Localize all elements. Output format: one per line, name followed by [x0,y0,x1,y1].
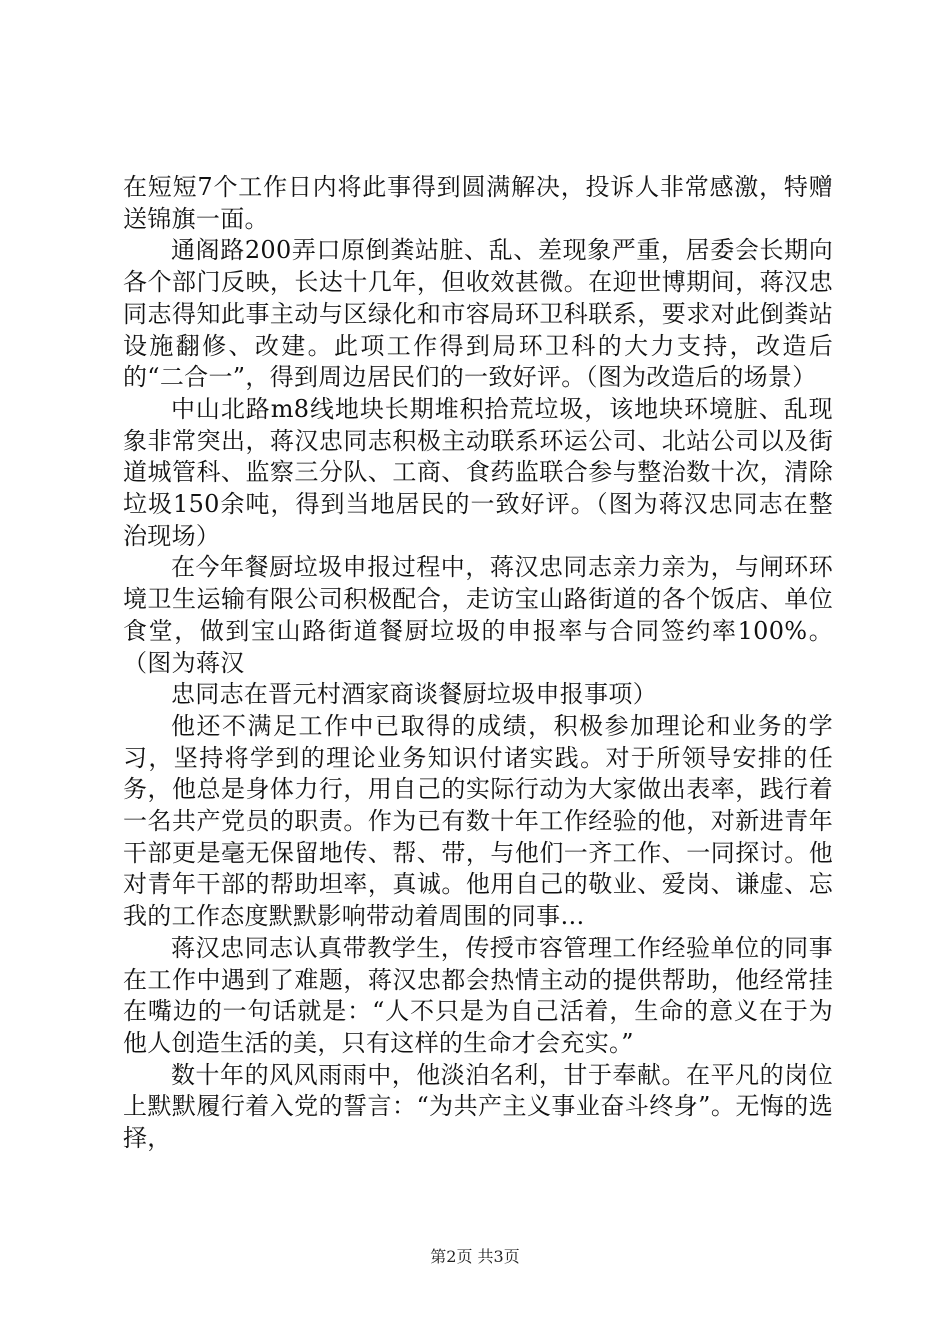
paragraph-study: 他还不满足工作中已取得的成绩，积极参加理论和业务的学习，坚持将学到的理论业务知识付诸实践。对于所领导安排的任务，他总是身体力行，用自己的实际行动为大家做出表率，践行着一名共产党员的职责。作为已有数十年工作经验的他，对新进青年干部更是毫无保留地传、帮、带，与他们一齐工作、一同探讨。他对青年干部的帮助坦率，真诚。他用自己的敬业、爱岗、谦虚、忘我的工作态度默默影响带动着周围的同事… [123,711,833,931]
document-body [123,172,833,1155]
paragraph-kitchen-waste: 在今年餐厨垃圾申报过程中，蒋汉忠同志亲力亲为，与闸环环境卫生运输有限公司积极配合，走访宝山路街道的各个饭店、单位食堂，做到宝山路街道餐厨垃圾的申报率与合同签约率100%。（图为蒋汉 [123,553,833,677]
paragraph-zhongshan-north-road: 中山北路m8线地块长期堆积拾荒垃圾，该地块环境脏、乱现象非常突出，蒋汉忠同志积极主动联系环运公司、北站公司以及街道城管科、监察三分队、工商、食药监联合参与整治数十次，清除垃圾150余吨，得到当地居民的一致好评。（图为蒋汉忠同志在整治现场） [123,394,833,550]
paragraph-photo-caption: 忠同志在晋元村酒家商谈餐厨垃圾申报事项） [171,680,657,709]
paragraph-dedication: 数十年的风风雨雨中，他淡泊名利，甘于奉献。在平凡的岗位上默默履行着入党的誓言：“为共产主义事业奋斗终身”。无悔的选择， [123,1060,833,1153]
paragraph-mentoring: 蒋汉忠同志认真带教学生，传授市容管理工作经验单位的同事在工作中遇到了难题，蒋汉忠都会热情主动的提供帮助，他经常挂在嘴边的一句话就是：“人不只是为自己活着，生命的意义在于为他人创造生活的美，只有这样的生命才会充实。” [123,933,833,1057]
paragraph-continuation: 在短短7个工作日内将此事得到圆满解决，投诉人非常感激，特赠送锦旗一面。 [123,173,833,233]
page-footer [0,1244,950,1267]
paragraph-tongge-road: 通阁路200弄口原倒粪站脏、乱、差现象严重，居委会长期向各个部门反映，长达十几年，但收效甚微。在迎世博期间，蒋汉忠同志得知此事主动与区绿化和市容局环卫科联系，要求对此倒粪站设施翻修、改建。此项工作得到局环卫科的大力支持，改造后的“二合一”，得到周边居民们的一致好评。（图为改造后的场景） [123,236,833,392]
page-number: 第2页 共3页 [430,1247,520,1266]
